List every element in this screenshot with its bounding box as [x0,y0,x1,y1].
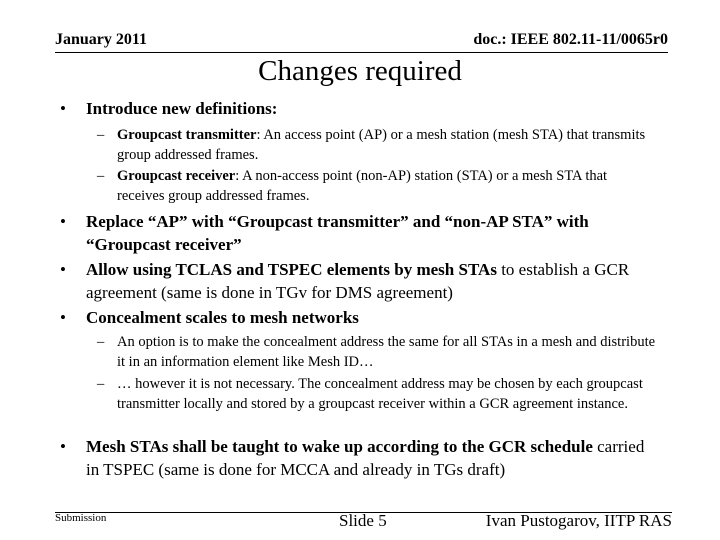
slide-title: Changes required [258,55,462,87]
definition: : An access point (AP) or a mesh station (mesh STA) that transmits group addressed frames. [117,127,646,163]
header-divider [55,52,668,53]
sub-bullet-concealment-local [97,374,657,414]
bullet-new-definitions [60,97,646,120]
bullet-marker: • [60,308,66,327]
footer-submission: Submission [55,512,107,524]
sub-bullet-text: … however it is not necessary. The concealment address may be chosen by each groupcast transmitter locally and stored by a groupcast receiver within a GCR agreement instance. [117,376,643,412]
header-date: January 2011 [55,31,148,48]
bullet-text: to establish a GCR agreement (same is done in TGv for DMS agreement) [86,260,630,302]
bullet-text: Introduce new definitions: [86,99,278,118]
dash-marker: – [97,127,105,143]
bullet-marker: • [60,212,66,231]
sub-bullet-concealment-option [97,332,657,372]
footer-slide-number: Slide 5 [339,511,387,530]
header-doc-id: doc.: IEEE 802.11-11/0065r0 [473,31,668,48]
term: Groupcast receiver [117,168,236,184]
dash-marker: – [97,168,105,184]
bullet-marker: • [60,99,66,118]
definition: : A non-access point (non-AP) station (STA) or a mesh STA that receives group addressed frames. [117,168,608,204]
sub-bullet-text: An option is to make the concealment address the same for all STAs in a mesh and distribute it in an information element like Mesh ID… [117,334,656,370]
bullet-marker: • [60,437,66,456]
bullet-text: Concealment scales to mesh networks [86,308,359,327]
bullet-mesh-wake-up [60,435,646,481]
term: Groupcast transmitter [117,127,257,143]
dash-marker: – [97,376,105,392]
dash-marker: – [97,334,105,350]
bullet-concealment [60,306,646,329]
sub-bullet-groupcast-transmitter [97,125,657,165]
bullet-text-bold: Mesh STAs shall be taught to wake up according to the GCR schedule [86,437,593,456]
bullet-replace [60,210,646,256]
bullet-marker: • [60,260,66,279]
footer-author: Ivan Pustogarov, IITP RAS [485,511,672,530]
bullet-allow-tclas [60,258,646,304]
bullet-text: Replace “AP” with “Groupcast transmitter” and “non-AP STA” with “Groupcast receiver” [86,212,589,254]
sub-bullet-groupcast-receiver [97,166,657,206]
bullet-text: carried in TSPEC (same is done for MCCA and already in TGs draft) [86,437,645,479]
bullet-text-bold: Allow using TCLAS and TSPEC elements by mesh STAs [86,260,497,279]
